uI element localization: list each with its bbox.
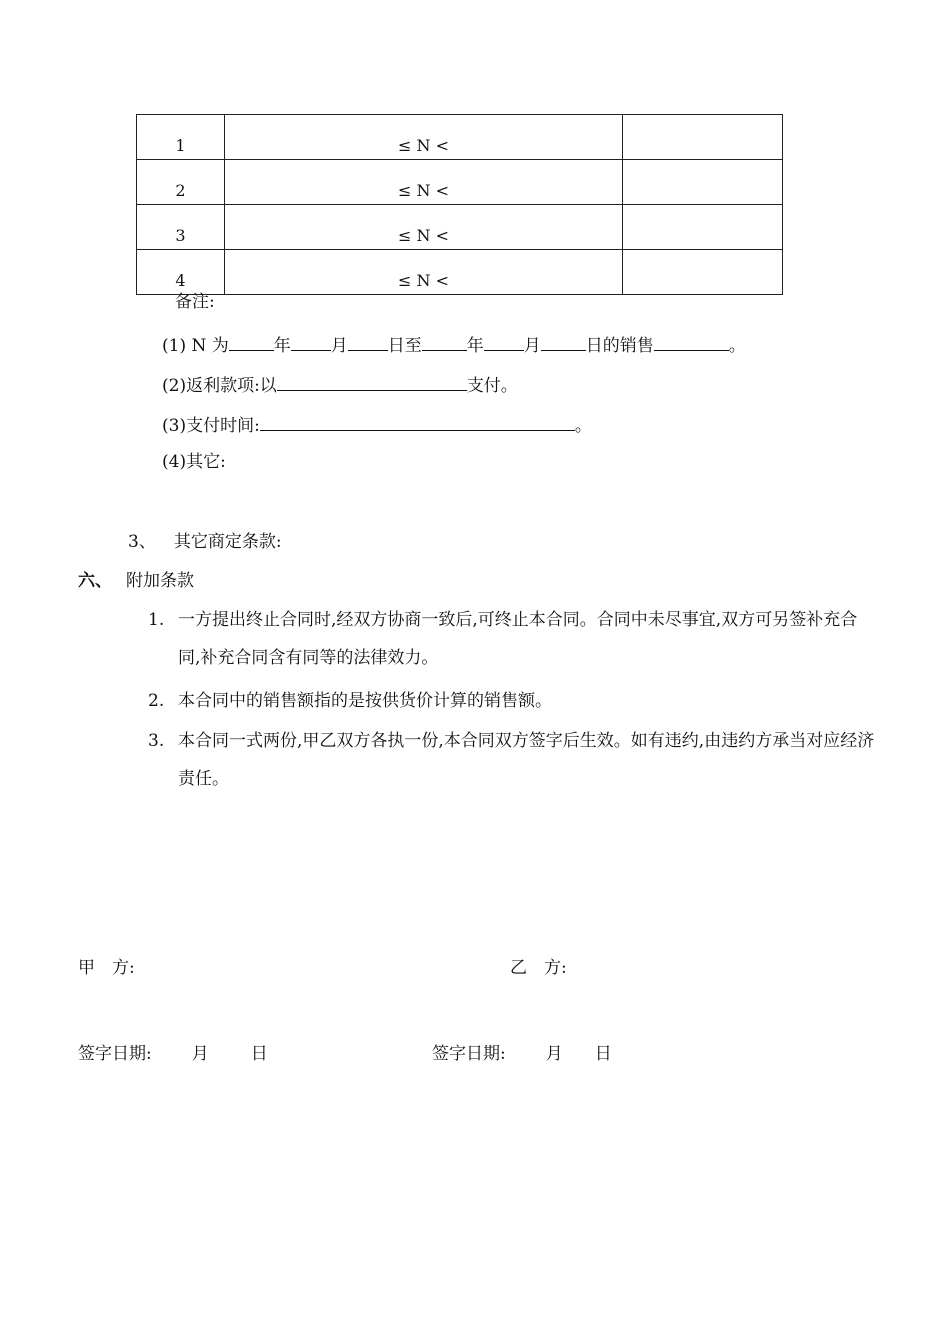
tier-index: 4 bbox=[137, 250, 225, 295]
section-6-item-2-text: 本合同中的销售额指的是按供货价计算的销售额。 bbox=[178, 691, 552, 711]
sign-date-label: 签字日期: bbox=[78, 1044, 152, 1064]
rebate-prefix: (2)返利款项:以 bbox=[162, 376, 277, 396]
month-label: 月 bbox=[191, 1044, 209, 1064]
party-b-sign-date bbox=[432, 1046, 612, 1063]
party-a-label: 甲 方: bbox=[78, 958, 135, 978]
day-end-blank[interactable] bbox=[541, 334, 586, 351]
remarks-title: 备注: bbox=[175, 292, 215, 312]
party-a-sign-date bbox=[78, 1046, 268, 1063]
remark-n-definition bbox=[162, 334, 746, 355]
tier-value[interactable] bbox=[623, 250, 783, 295]
year-label: 年 bbox=[273, 336, 291, 356]
table-row bbox=[137, 250, 783, 295]
section-6-title: 附加条款 bbox=[126, 571, 194, 591]
month-label: 月 bbox=[330, 336, 348, 356]
clause-3 bbox=[128, 534, 282, 551]
tier-index: 1 bbox=[137, 115, 225, 160]
remark-rebate bbox=[162, 374, 518, 395]
rebate-method-blank[interactable] bbox=[277, 374, 467, 391]
year-label: 年 bbox=[466, 336, 484, 356]
tier-index: 2 bbox=[137, 160, 225, 205]
month-label: 月 bbox=[523, 336, 541, 356]
day-to-label: 日至 bbox=[387, 336, 422, 356]
month-label: 月 bbox=[545, 1044, 563, 1064]
clause-3-text: 其它商定条款: bbox=[173, 532, 282, 552]
clause-3-num: 3、 bbox=[128, 532, 156, 552]
tier-table bbox=[136, 114, 783, 295]
table-row bbox=[137, 205, 783, 250]
remark-other: (4)其它: bbox=[162, 452, 226, 472]
day-label: 日 bbox=[594, 1044, 612, 1064]
rebate-suffix: 支付。 bbox=[466, 376, 518, 396]
tier-value[interactable] bbox=[623, 205, 783, 250]
tier-range: ≤ N < bbox=[225, 160, 623, 205]
pay-time-suffix: 。 bbox=[574, 416, 592, 436]
tier-value[interactable] bbox=[623, 160, 783, 205]
pay-time-blank[interactable] bbox=[260, 414, 575, 431]
year-start-blank[interactable] bbox=[229, 334, 274, 351]
section-6-item-3-text: 本合同一式两份,甲乙双方各执一份,本合同双方签字后生效。如有违约,由违约方承当对应经济责任。 bbox=[178, 731, 875, 789]
sign-date-label: 签字日期: bbox=[432, 1044, 506, 1064]
remark-n-prefix: (1) N 为 bbox=[162, 336, 229, 356]
period-mark: 。 bbox=[728, 336, 746, 356]
table-row bbox=[137, 160, 783, 205]
table-row bbox=[137, 115, 783, 160]
remark-pay-time bbox=[162, 414, 592, 435]
section-6-item-1-num: 1. bbox=[148, 610, 165, 630]
pay-time-prefix: (3)支付时间: bbox=[162, 416, 260, 436]
tier-range: ≤ N < bbox=[225, 250, 623, 295]
tier-range: ≤ N < bbox=[225, 205, 623, 250]
day-label: 日 bbox=[250, 1044, 268, 1064]
section-6-num: 六、 bbox=[78, 571, 112, 591]
tier-index: 3 bbox=[137, 205, 225, 250]
year-end-blank[interactable] bbox=[422, 334, 467, 351]
section-6-item-2-num: 2. bbox=[148, 691, 165, 711]
section-6-item-3-num: 3. bbox=[148, 731, 165, 751]
section-6-heading bbox=[78, 573, 194, 590]
day-start-blank[interactable] bbox=[348, 334, 388, 351]
month-end-blank[interactable] bbox=[484, 334, 524, 351]
sales-blank[interactable] bbox=[654, 334, 729, 351]
party-b-label: 乙 方: bbox=[510, 958, 567, 978]
day-sales-label: 日的销售 bbox=[585, 336, 654, 356]
month-start-blank[interactable] bbox=[291, 334, 331, 351]
tier-value[interactable] bbox=[623, 115, 783, 160]
section-6-item-1-text: 一方提出终止合同时,经双方协商一致后,可终止本合同。合同中未尽事宜,双方可另签补充合同,补充合同含有同等的法律效力。 bbox=[178, 610, 858, 668]
tier-range: ≤ N < bbox=[225, 115, 623, 160]
